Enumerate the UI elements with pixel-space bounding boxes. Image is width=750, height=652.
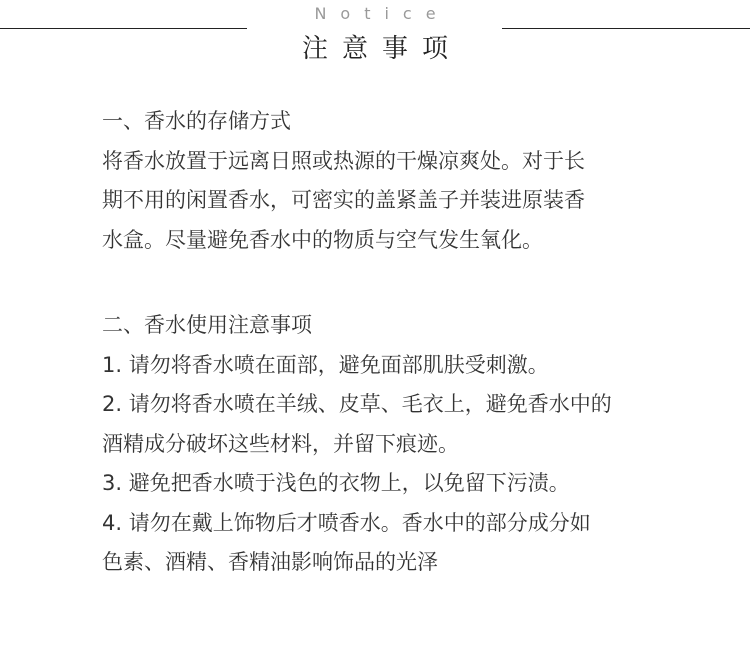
list-item: 2. 请勿将香水喷在羊绒、皮草、毛衣上，避免香水中的 [102, 392, 612, 416]
usage-section [102, 306, 662, 583]
list-item-continuation: 酒精成分破坏这些材料，并留下痕迹。 [102, 431, 459, 456]
header-rule-right [502, 28, 750, 29]
list-item-continuation: 色素、酒精、香精油影响饰品的光泽 [102, 550, 438, 574]
paragraph-line: 水盒。尽量避免香水中的物质与空气发生氧化。 [102, 227, 543, 252]
paragraph-line: 将香水放置于远离日照或热源的干燥凉爽处。对于长 [102, 148, 585, 173]
list-item: 3. 避免把香水喷于浅色的衣物上，以免留下污渍。 [102, 471, 570, 495]
section-heading: 二、香水使用注意事项 [102, 313, 312, 337]
list-item: 4. 请勿在戴上饰物后才喷香水。香水中的部分成分如 [102, 510, 591, 535]
section-heading: 一、香水的存储方式 [102, 109, 291, 133]
header-subtitle: Notice [314, 4, 450, 23]
notice-content [102, 102, 662, 583]
list-item: 1. 请勿将香水喷在面部，避免面部肌肤受刺激。 [102, 352, 549, 377]
storage-section [102, 102, 662, 260]
notice-header [0, 0, 750, 70]
page-title: 注意事项 [301, 34, 462, 64]
paragraph-line: 期不用的闲置香水，可密实的盖紧盖子并装进原装香 [102, 188, 585, 212]
